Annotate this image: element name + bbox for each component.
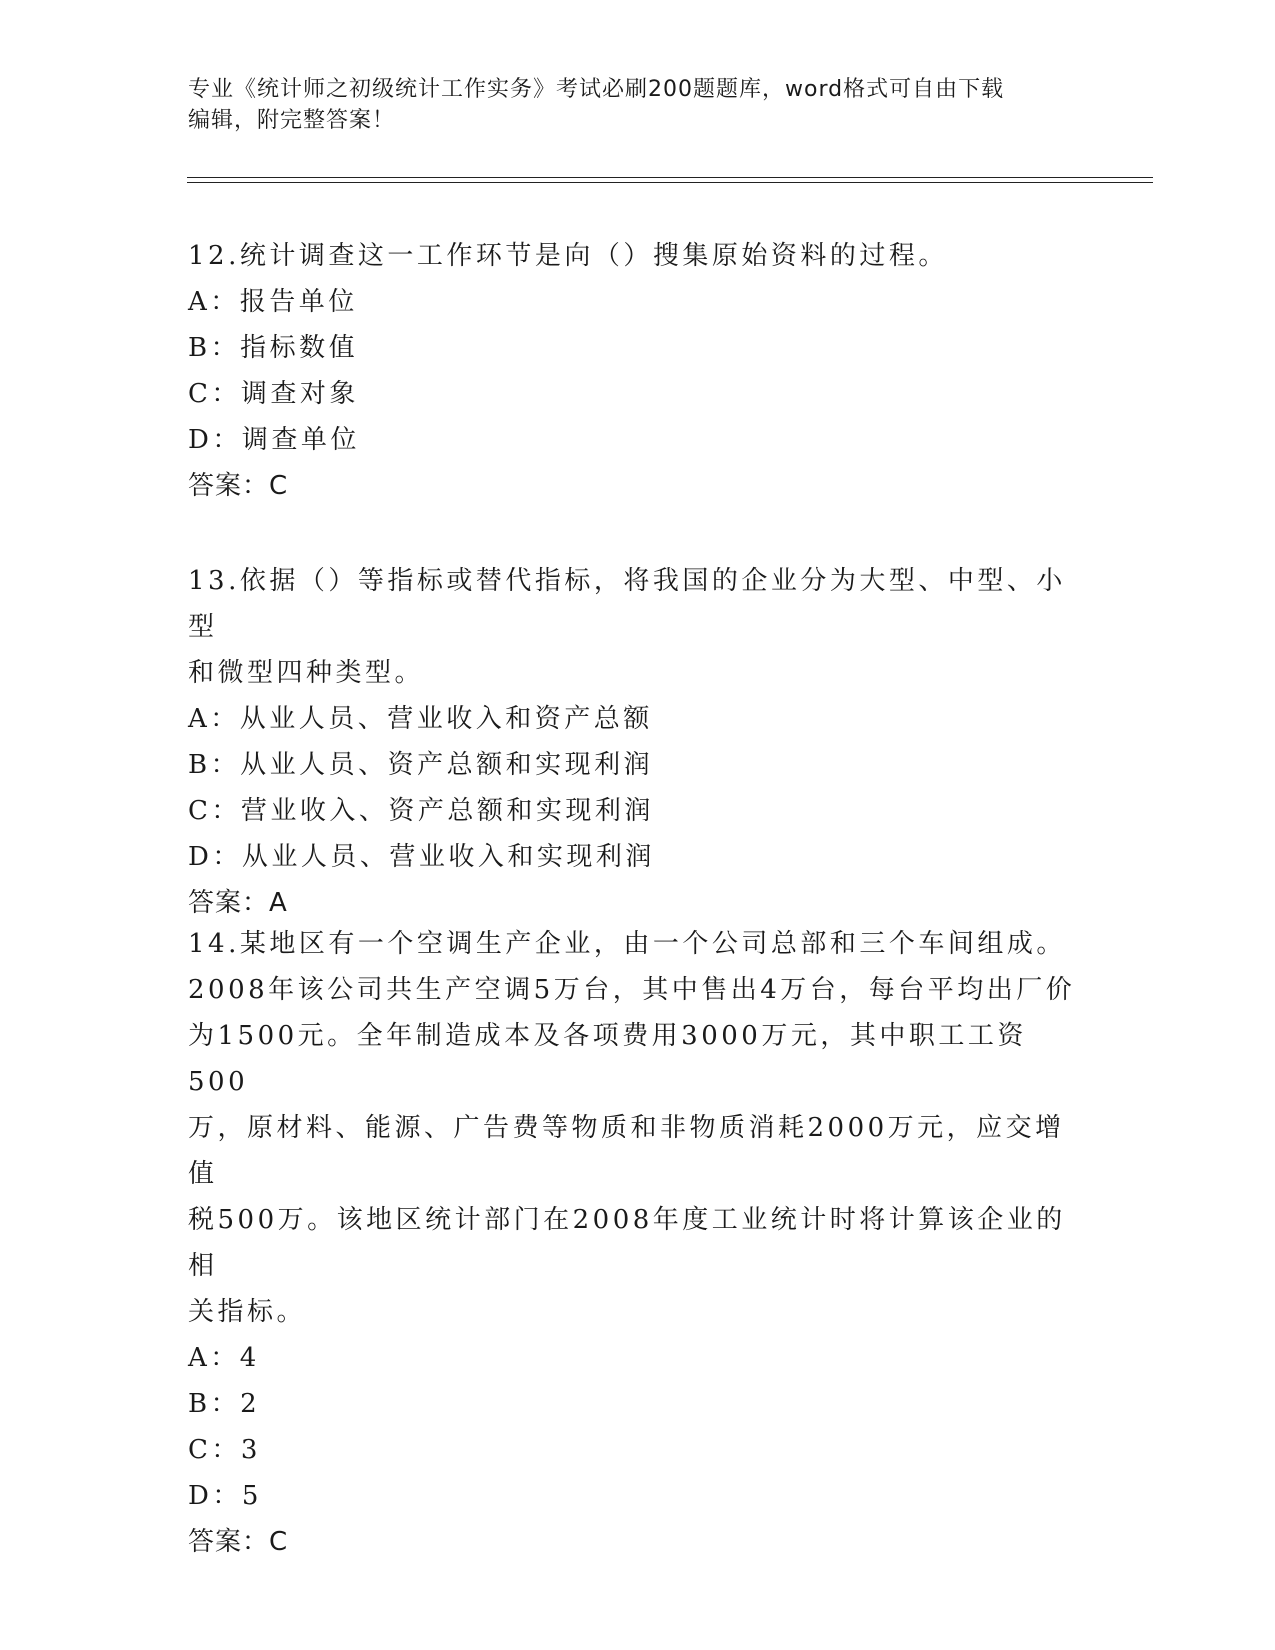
option-d: D：调查单位 (188, 425, 360, 455)
header-title-line-2: 编辑，附完整答案！ (188, 108, 396, 133)
question-text: 13.依据（）等指标或替代指标，将我国的企业分为大型、中型、小型 (188, 566, 1066, 642)
option-a: A：从业人员、营业收入和资产总额 (188, 704, 653, 734)
option-c: C：3 (188, 1435, 261, 1465)
option-b: B：2 (188, 1389, 261, 1419)
question-text: 12.统计调查这一工作环节是向（）搜集原始资料的过程。 (188, 241, 948, 271)
option-a: A：4 (188, 1343, 260, 1373)
question-text: 为1500元。全年制造成本及各项费用3000万元，其中职工工资500 (188, 1021, 1027, 1097)
question-text: 万，原材料、能源、广告费等物质和非物质消耗2000万元，应交增值 (188, 1113, 1065, 1189)
header-divider-bottom (187, 182, 1153, 183)
option-b: B：从业人员、资产总额和实现利润 (188, 750, 654, 780)
question-text: 关指标。 (188, 1297, 307, 1327)
question-text: 税500万。该地区统计部门在2008年度工业统计时将计算该企业的相 (188, 1205, 1066, 1281)
option-d: D：5 (188, 1481, 262, 1511)
question-12 (188, 233, 1078, 509)
answer-label: 答案：C (188, 1527, 289, 1557)
header-title-line-1: 专业《统计师之初级统计工作实务》考试必刷200题题库，word格式可自由下载 (188, 77, 1005, 102)
option-c: C：营业收入、资产总额和实现利润 (188, 796, 654, 826)
question-13 (188, 558, 1078, 926)
option-a: A：报告单位 (188, 287, 358, 317)
document-header (188, 74, 1088, 136)
question-14 (188, 921, 1078, 1565)
answer-label: 答案：A (188, 888, 288, 918)
question-text: 14.某地区有一个空调生产企业，由一个公司总部和三个车间组成。 (188, 929, 1066, 959)
question-text: 2008年该公司共生产空调5万台，其中售出4万台，每台平均出厂价 (188, 975, 1076, 1005)
header-divider-top (187, 177, 1153, 178)
question-text: 和微型四种类型。 (188, 658, 425, 688)
answer-label: 答案：C (188, 471, 289, 501)
option-c: C：调查对象 (188, 379, 359, 409)
option-b: B：指标数值 (188, 333, 359, 363)
option-d: D：从业人员、营业收入和实现利润 (188, 842, 655, 872)
